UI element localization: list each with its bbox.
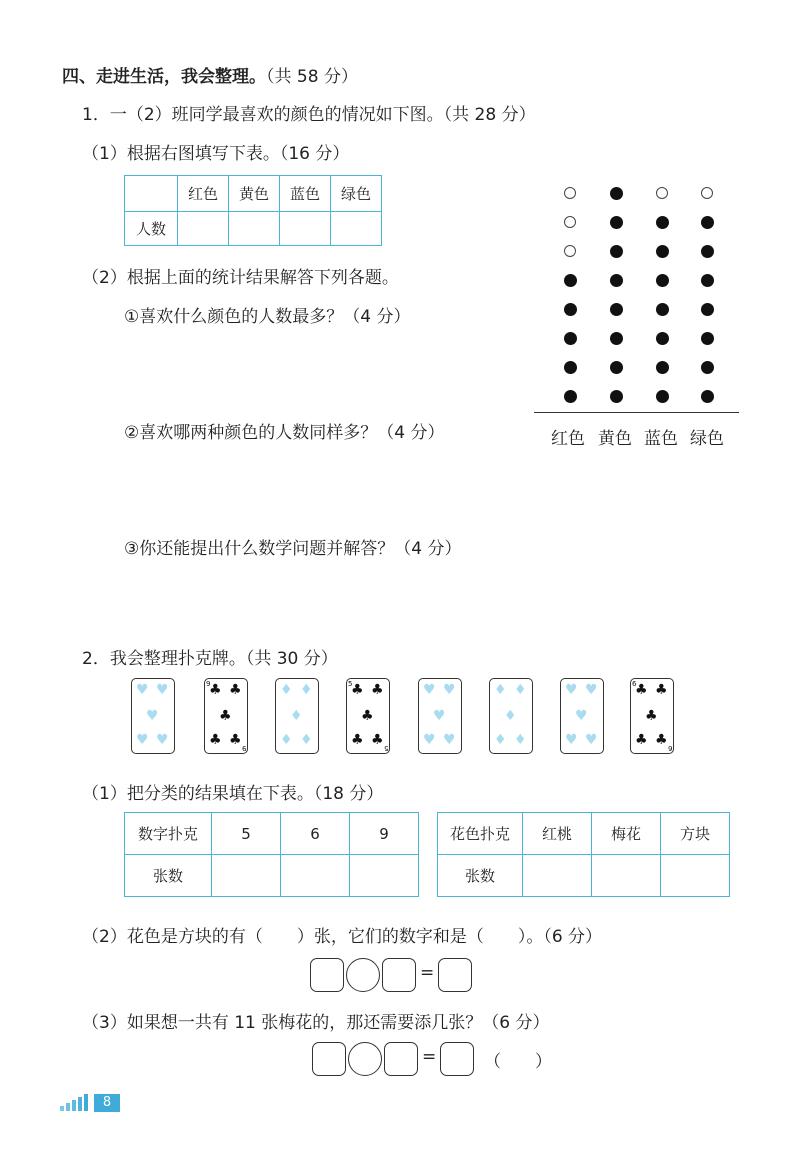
filled-dot xyxy=(564,274,577,287)
suit-card-table xyxy=(437,812,730,897)
question-2-sub2: （2）花色是方块的有（ ）张，它们的数字和是（ ）。（6 分） xyxy=(82,927,603,947)
equation-box[interactable] xyxy=(310,958,344,992)
hollow-dot xyxy=(564,245,576,257)
diamond-icon: ♦ xyxy=(514,682,527,698)
heart-icon: ♥ xyxy=(443,682,456,698)
filled-dot xyxy=(610,303,623,316)
heart-icon: ♥ xyxy=(585,732,598,748)
filled-dot xyxy=(656,245,669,258)
answer-cell[interactable] xyxy=(229,212,280,246)
filled-dot xyxy=(610,332,623,345)
table-header-yellow: 黄色 xyxy=(229,176,280,212)
club-icon: ♣ xyxy=(635,732,648,748)
table-row-label: 张数 xyxy=(125,855,212,897)
club-icon: ♣ xyxy=(229,732,242,748)
heart-icon: ♥ xyxy=(585,682,598,698)
page-number-bars-icon xyxy=(58,1094,94,1112)
question-1c: ③你还能提出什么数学问题并解答？（4 分） xyxy=(124,539,462,559)
poker-card[interactable] xyxy=(489,678,533,754)
filled-dot xyxy=(701,274,714,287)
filled-dot xyxy=(610,390,623,403)
page-number: 8 xyxy=(94,1094,120,1112)
diamond-icon: ♦ xyxy=(280,732,293,748)
heart-icon: ♥ xyxy=(136,682,149,698)
filled-dot xyxy=(701,332,714,345)
question-2-sub1: （1）把分类的结果填在下表。（18 分） xyxy=(82,784,384,804)
filled-dot xyxy=(701,245,714,258)
table-row-label: 张数 xyxy=(438,855,523,897)
club-icon: ♣ xyxy=(209,732,222,748)
heart-icon: ♥ xyxy=(423,732,436,748)
poker-card[interactable] xyxy=(204,678,248,754)
club-icon: ♣ xyxy=(371,682,384,698)
filled-dot xyxy=(610,361,623,374)
club-icon: ♣ xyxy=(371,732,384,748)
club-icon: ♣ xyxy=(635,682,648,698)
filled-dot xyxy=(610,187,623,200)
card-rank: 6 xyxy=(632,680,637,688)
filled-dot xyxy=(656,390,669,403)
answer-cell[interactable] xyxy=(281,855,350,897)
table-header: 花色扑克 xyxy=(438,813,523,855)
result-box[interactable] xyxy=(438,958,472,992)
poker-card[interactable] xyxy=(418,678,462,754)
heart-icon: ♥ xyxy=(433,708,446,724)
chart-label-yellow: 黄色 xyxy=(598,429,632,449)
filled-dot xyxy=(610,245,623,258)
card-rank: 6 xyxy=(667,744,672,752)
table-header: 5 xyxy=(212,813,281,855)
table-header: 6 xyxy=(281,813,350,855)
result-box[interactable] xyxy=(440,1042,474,1076)
club-icon: ♣ xyxy=(229,682,242,698)
answer-cell[interactable] xyxy=(523,855,592,897)
table-header-blue: 蓝色 xyxy=(280,176,331,212)
table-header: 红桃 xyxy=(523,813,592,855)
diamond-icon: ♦ xyxy=(514,732,527,748)
heart-icon: ♥ xyxy=(136,732,149,748)
number-card-table xyxy=(124,812,419,897)
question-2-sub3: （3）如果想一共有 11 张梅花的，那还需要添几张？（6 分） xyxy=(82,1013,550,1033)
table-header: 数字扑克 xyxy=(125,813,212,855)
section-title: 四、走进生活，我会整理。（共 58 分） xyxy=(62,67,358,87)
heart-icon: ♥ xyxy=(565,682,578,698)
card-rank: 9 xyxy=(241,744,246,752)
chart-label-green: 绿色 xyxy=(690,429,724,449)
filled-dot xyxy=(564,332,577,345)
chart-label-blue: 蓝色 xyxy=(644,429,678,449)
table-header: 梅花 xyxy=(592,813,661,855)
poker-card[interactable] xyxy=(560,678,604,754)
answer-cell[interactable] xyxy=(331,212,382,246)
question-1-sub1: （1）根据右图填写下表。（16 分） xyxy=(82,144,350,164)
equals-sign: = xyxy=(420,963,435,983)
hollow-dot xyxy=(701,187,713,199)
heart-icon: ♥ xyxy=(575,708,588,724)
club-icon: ♣ xyxy=(645,708,658,724)
operator-circle[interactable] xyxy=(348,1042,382,1076)
hollow-dot xyxy=(656,187,668,199)
filled-dot xyxy=(656,216,669,229)
card-rank: 5 xyxy=(383,744,388,752)
table-header: 方块 xyxy=(661,813,730,855)
table-row-label: 人数 xyxy=(125,212,178,246)
equals-sign: = xyxy=(422,1047,437,1067)
filled-dot xyxy=(656,274,669,287)
club-icon: ♣ xyxy=(209,682,222,698)
poker-card[interactable] xyxy=(275,678,319,754)
operator-circle[interactable] xyxy=(346,958,380,992)
unit-paren: （ ） xyxy=(484,1052,552,1072)
filled-dot xyxy=(564,303,577,316)
chart-baseline xyxy=(534,412,739,413)
table-header: 9 xyxy=(350,813,419,855)
club-icon: ♣ xyxy=(655,682,668,698)
heart-icon: ♥ xyxy=(443,732,456,748)
filled-dot xyxy=(610,274,623,287)
hollow-dot xyxy=(564,187,576,199)
answer-cell[interactable] xyxy=(178,212,229,246)
diamond-icon: ♦ xyxy=(300,682,313,698)
diamond-icon: ♦ xyxy=(504,708,517,724)
card-rank: 9 xyxy=(206,680,211,688)
club-icon: ♣ xyxy=(351,682,364,698)
heart-icon: ♥ xyxy=(146,708,159,724)
question-1a: ①喜欢什么颜色的人数最多？（4 分） xyxy=(124,307,411,327)
filled-dot xyxy=(701,361,714,374)
filled-dot xyxy=(701,216,714,229)
card-rank: 5 xyxy=(348,680,353,688)
filled-dot xyxy=(610,216,623,229)
question-2-title: 2．我会整理扑克牌。（共 30 分） xyxy=(82,649,338,669)
answer-cell[interactable] xyxy=(350,855,419,897)
heart-icon: ♥ xyxy=(156,732,169,748)
poker-card[interactable] xyxy=(630,678,674,754)
equation-box[interactable] xyxy=(384,1042,418,1076)
table-cell xyxy=(125,176,178,212)
answer-cell[interactable] xyxy=(212,855,281,897)
club-icon: ♣ xyxy=(361,708,374,724)
dot-chart xyxy=(534,180,744,450)
filled-dot xyxy=(656,303,669,316)
question-1-sub2: （2）根据上面的统计结果解答下列各题。 xyxy=(82,268,399,288)
filled-dot xyxy=(564,390,577,403)
table-header-red: 红色 xyxy=(178,176,229,212)
table-header-green: 绿色 xyxy=(331,176,382,212)
color-count-table xyxy=(124,175,382,246)
question-1-title: 1．一（2）班同学最喜欢的颜色的情况如下图。（共 28 分） xyxy=(82,105,536,125)
poker-card[interactable] xyxy=(346,678,390,754)
diamond-icon: ♦ xyxy=(300,732,313,748)
club-icon: ♣ xyxy=(351,732,364,748)
filled-dot xyxy=(564,361,577,374)
club-icon: ♣ xyxy=(655,732,668,748)
filled-dot xyxy=(701,390,714,403)
poker-card[interactable] xyxy=(131,678,175,754)
heart-icon: ♥ xyxy=(156,682,169,698)
diamond-icon: ♦ xyxy=(494,682,507,698)
filled-dot xyxy=(701,303,714,316)
equation-box[interactable] xyxy=(312,1042,346,1076)
question-1b: ②喜欢哪两种颜色的人数同样多？（4 分） xyxy=(124,423,445,443)
diamond-icon: ♦ xyxy=(494,732,507,748)
diamond-icon: ♦ xyxy=(280,682,293,698)
heart-icon: ♥ xyxy=(565,732,578,748)
answer-cell[interactable] xyxy=(280,212,331,246)
diamond-icon: ♦ xyxy=(290,708,303,724)
answer-cell[interactable] xyxy=(592,855,661,897)
equation-box[interactable] xyxy=(382,958,416,992)
club-icon: ♣ xyxy=(219,708,232,724)
filled-dot xyxy=(656,332,669,345)
hollow-dot xyxy=(564,216,576,228)
heart-icon: ♥ xyxy=(423,682,436,698)
filled-dot xyxy=(656,361,669,374)
chart-label-red: 红色 xyxy=(551,429,585,449)
answer-cell[interactable] xyxy=(661,855,730,897)
